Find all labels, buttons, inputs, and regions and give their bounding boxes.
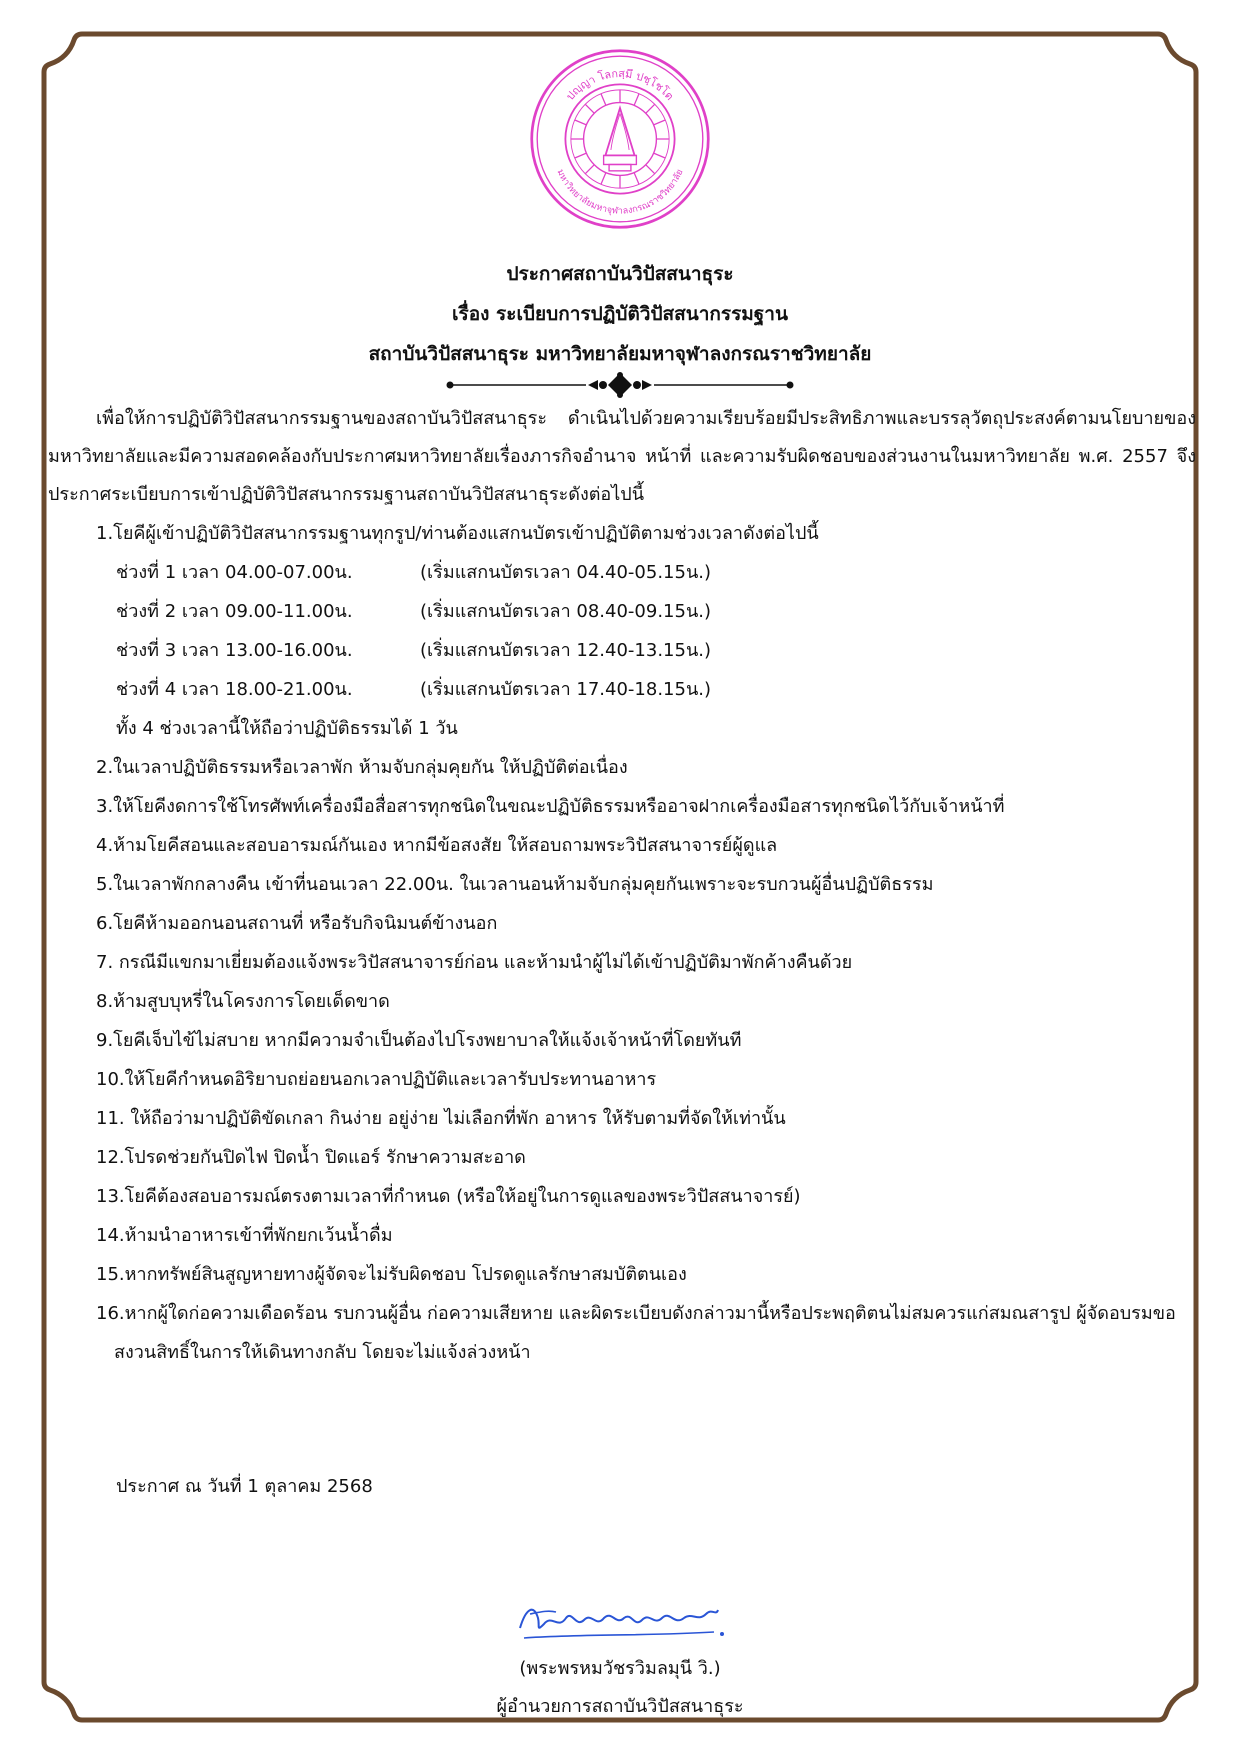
rule-9: 9.โยคีเจ็บไข้ไม่สบาย หากมีความจำเป็นต้องไปโรงพยาบาลให้แจ้งเจ้าหน้าที่โดยทันที [96,1030,742,1051]
rule-13: 13.โยคีต้องสอบอารมณ์ตรงตามเวลาที่กำหนด (หรือให้อยู่ในการดูแลของพระวิปัสสนาจารย์) [96,1186,801,1207]
time-slot-3 [48,631,1196,670]
rule-7: 7. กรณีมีแขกมาเยี่ยมต้องแจ้งพระวิปัสสนาจารย์ก่อน และห้ามนำผู้ไม่ได้เข้าปฏิบัติมาพักค้างคืนด้วย [96,952,853,973]
time-slot-label: ช่วงที่ 3 เวลา 13.00-16.00น. [116,640,353,661]
time-slot-4 [48,670,1196,709]
rule-14: 14.ห้ามนำอาหารเข้าที่พักยกเว้นน้ำดื่ม [96,1225,393,1246]
rule-8: 8.ห้ามสูบบุหรี่ในโครงการโดยเด็ดขาด [96,991,390,1012]
rule-15: 15.หากทรัพย์สินสูญหายทางผู้จัดจะไม่รับผิดชอบ โปรดดูแลรักษาสมบัติตนเอง [96,1264,687,1285]
seal-text-top: ปญฺญา โลกสฺมึ ปชฺโชโต [563,67,677,103]
scan-window: (เริ่มแสกนบัตรเวลา 17.40-18.15น.) [420,679,712,700]
title-line-2: เรื่อง ระเบียบการปฏิบัติวิปัสสนากรรมฐาน [452,303,788,325]
title-line-1: ประกาศสถาบันวิปัสสนาธุระ [506,263,734,285]
announcement-date: ประกาศ ณ วันที่ 1 ตุลาคม 2568 [116,1476,373,1497]
announcement-body [48,400,1196,1372]
rule-10: 10.ให้โยคีกำหนดอิริยาบถย่อยนอกเวลาปฏิบัติและเวลารับประทานอาหาร [96,1069,657,1090]
intro-paragraph: เพื่อให้การปฏิบัติวิปัสสนากรรมฐานของสถาบันวิปัสสนาธุระ ดำเนินไปด้วยความเรียบร้อยมีประสิทธิภาพและบรรลุวัตถุประสงค์ตามนโยบายของมหาวิทยาลัยและมีความสอดคล้องกับประกาศมหาวิทยาลัยเรื่องภารกิจอำนาจ หน้าที่ และความรับผิดชอบของส่วนงานในมหาวิทยาลัย พ.ศ. 2557 จึงประกาศระเบียบการเข้าปฏิบัติวิปัสสนากรรมฐานสถาบันวิปัสสนาธุระดังต่อไปนี้ [48,408,1196,505]
rule-6: 6.โยคีห้ามออกนอนสถานที่ หรือรับกิจนิมนต์ข้างนอก [96,913,498,934]
scan-window: (เริ่มแสกนบัตรเวลา 12.40-13.15น.) [420,640,712,661]
time-slot-label: ช่วงที่ 2 เวลา 09.00-11.00น. [116,601,353,622]
time-slot-1 [48,553,1196,592]
rule-3: 3.ให้โยคีงดการใช้โทรศัพท์เครื่องมือสื่อสารทุกชนิดในขณะปฏิบัติธรรมหรืออาจฝากเครื่องมือสารทุกชนิดไว้กับเจ้าหน้าที่ [96,796,1005,817]
rule-11: 11. ให้ถือว่ามาปฏิบัติขัดเกลา กินง่าย อยู่ง่าย ไม่เลือกที่พัก อาหาร ให้รับตามที่จัดให้เท่านั้น [96,1108,786,1129]
title-line-3: สถาบันวิปัสสนาธุระ มหาวิทยาลัยมหาจุฬาลงกรณราชวิทยาลัย [368,343,872,365]
rule-1: 1.โยคีผู้เข้าปฏิบัติวิปัสสนากรรมฐานทุกรูป/ท่านต้องแสกนบัตรเข้าปฏิบัติตามช่วงเวลาดังต่อไปนี้ [96,523,819,544]
rules-list [48,748,1196,1372]
signatory-name: (พระพรหมวัชรวิมลมุนี วิ.) [519,1658,721,1679]
time-slot-summary: ทั้ง 4 ช่วงเวลานี้ให้ถือว่าปฏิบัติธรรมได้ 1 วัน [116,718,458,739]
rule-4: 4.ห้ามโยคีสอนและสอบอารมณ์กันเอง หากมีข้อสงสัย ให้สอบถามพระวิปัสสนาจารย์ผู้ดูแล [96,835,778,856]
rule-12: 12.โปรดช่วยกันปิดไฟ ปิดน้ำ ปิดแอร์ รักษาความสะอาด [96,1147,526,1168]
time-slot-2 [48,592,1196,631]
scan-window: (เริ่มแสกนบัตรเวลา 08.40-09.15น.) [420,601,712,622]
ornamental-divider-icon [440,372,800,398]
signatory-position: ผู้อำนวยการสถาบันวิปัสสนาธุระ [496,1696,744,1717]
institute-seal-icon [529,48,711,230]
time-slot-label: ช่วงที่ 4 เวลา 18.00-21.00น. [116,679,353,700]
rule-16: 16.หากผู้ใดก่อความเดือดร้อน รบกวนผู้อื่น ก่อความเสียหาย และผิดระเบียบดังกล่าวมานี้หรือประพฤติตนไม่สมควรแก่สมณสารูป ผู้จัดอบรมขอสงวนสิทธิ์ในการให้เดินทางกลับ โดยจะไม่แจ้งล่วงหน้า [96,1303,1176,1363]
scan-window: (เริ่มแสกนบัตรเวลา 04.40-05.15น.) [420,562,712,583]
rule-2: 2.ในเวลาปฏิบัติธรรมหรือเวลาพัก ห้ามจับกลุ่มคุยกัน ให้ปฏิบัติต่อเนื่อง [96,757,628,778]
announcement-header [0,254,1240,374]
seal-text-bottom: มหาวิทยาลัยมหาจุฬาลงกรณราชวิทยาลัย [554,168,686,217]
signature-block [400,1588,840,1726]
rule-5: 5.ในเวลาพักกลางคืน เข้าที่นอนเวลา 22.00น. ในเวลานอนห้ามจับกลุ่มคุยกันเพราะจะรบกวนผู้อื่นปฏิบัติธรรม [96,874,934,895]
time-slot-label: ช่วงที่ 1 เวลา 04.00-07.00น. [116,562,353,583]
handwritten-signature-icon [500,1588,740,1650]
